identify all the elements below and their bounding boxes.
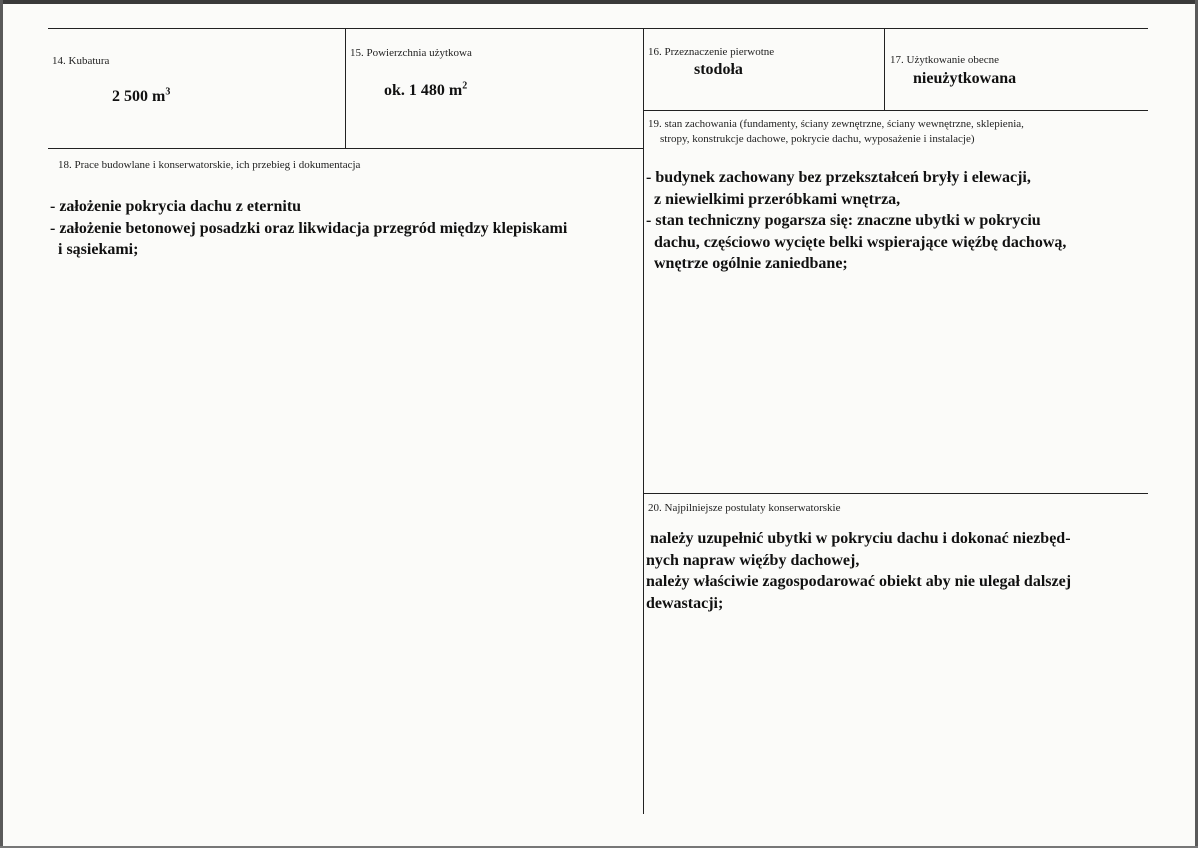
field-16-label: 16. Przeznaczenie pierwotne <box>648 46 775 58</box>
form-top-border <box>48 28 1148 29</box>
field-19-label-line: 19. stan zachowania (fundamenty, ściany zewnętrzne, ściany wewnętrzne, sklepienia, <box>648 118 1024 130</box>
col-divider-16-17 <box>884 28 885 111</box>
right-row-divider-2 <box>644 493 1148 494</box>
field-19-line: dachu, częściowo wycięte belki wspierające więźbę dachową, <box>646 233 1067 251</box>
field-20-line: należy właściwie zagospodarować obiekt aby nie ulegał dalszej <box>646 573 1072 590</box>
field-19-text <box>646 167 1066 275</box>
field-18-label: 18. Prace budowlane i konserwatorskie, ich przebieg i dokumentacja <box>58 159 361 171</box>
field-19-line: - stan techniczny pogarsza się: znaczne ubytki w pokryciu <box>646 212 1041 229</box>
field-18-line: i sąsiekami; <box>50 241 139 258</box>
field-20-line: należy uzupełnić ubytki w pokryciu dachu i dokonać niezbęd- <box>646 530 1071 547</box>
field-17-label: 17. Użytkowanie obecne <box>890 54 1000 66</box>
field-20-line: dewastacji; <box>646 594 724 612</box>
col-divider-14-15 <box>345 28 346 149</box>
field-19-label <box>648 117 1024 147</box>
field-17-value: nieużytkowana <box>913 70 1017 87</box>
field-18-line: - założenie pokrycia dachu z eternitu <box>50 198 302 215</box>
field-14-value: 2 500 $m^3$ <box>112 86 171 105</box>
field-20-text <box>646 528 1071 614</box>
field-19-line: z niewielkimi przeróbkami wnętrza, <box>646 190 901 208</box>
field-19-label-line: stropy, konstrukcje dachowe, pokrycie dachu, wyposażenie i instalacje) <box>660 133 975 145</box>
field-20-label: 20. Najpilniejsze postulaty konserwatorskie <box>648 502 841 514</box>
field-14-label: 14. Kubatura <box>52 55 110 67</box>
field-15-value: ok. 1 480 $m^2$ <box>384 80 468 99</box>
col-divider-main <box>643 28 644 814</box>
field-19-line: wnętrze ogólnie zaniedbane; <box>646 255 848 272</box>
field-16-value: stodoła <box>694 61 743 78</box>
field-15-label: 15. Powierzchnia użytkowa <box>350 47 472 59</box>
right-row-divider-1 <box>644 110 1148 111</box>
field-18-list <box>50 196 567 261</box>
field-20-line: nych napraw więźby dachowej, <box>646 551 860 569</box>
field-19-line: - budynek zachowany bez przekształceń bryły i elewacji, <box>646 169 1031 186</box>
field-18-line: - założenie betonowej posadzki oraz likwidacja przegród między klepiskami <box>50 219 568 237</box>
scan-edge-left <box>0 0 3 848</box>
scan-edge-top <box>0 0 1198 4</box>
